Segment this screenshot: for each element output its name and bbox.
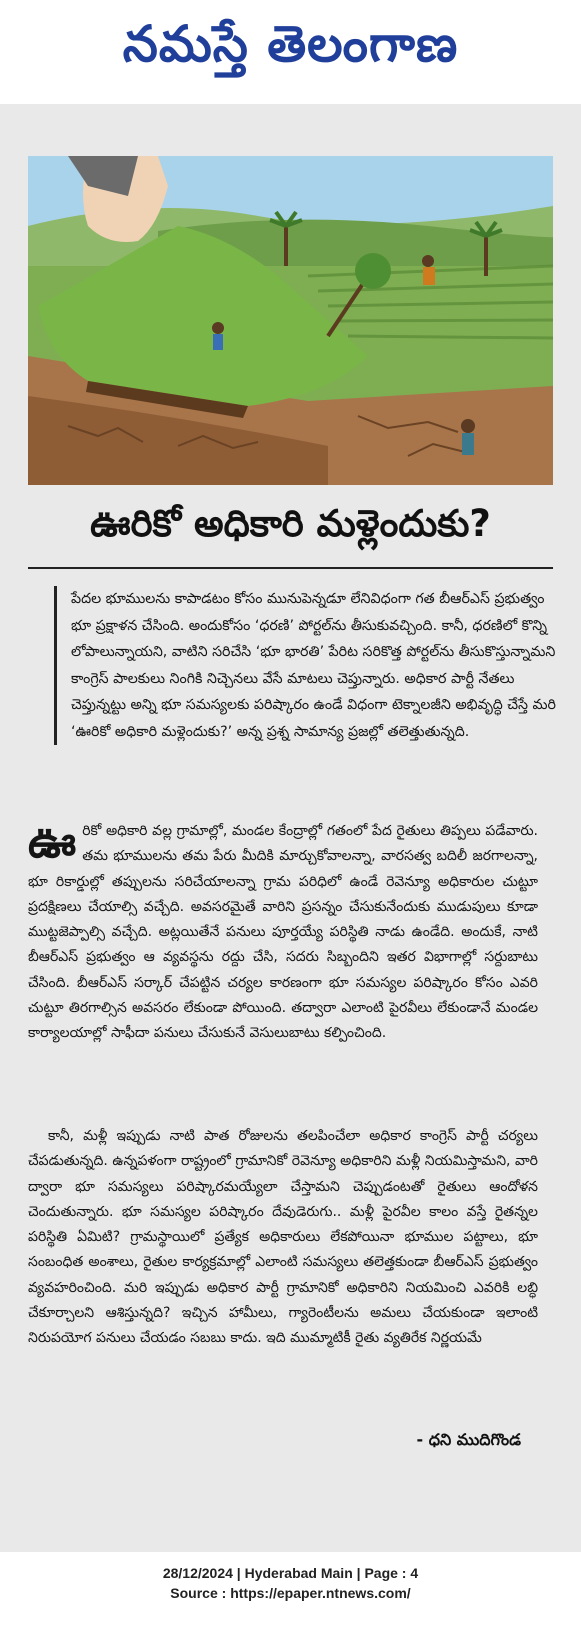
article-paragraph-2: కానీ, మళ్లీ ఇప్పుడు నాటి పాత రోజులను తలపించేలా అధికార కాంగ్రెస్ పార్టీ చర్యలు చేపడుతున్నది. ఉన్నపళంగా రాష్ట్రంలో గ్రామానికో రెవెన్యూ అధికారిని మళ్లీ నియమిస్తామని, వారి ద్వారా భూ సమస్యలు పరిష్కారమయ్యేలా చేస్తామని చెప్పుడంటతో రైతులు ఆందోళన చెందుతున్నారు. భూ సమస్యల పరిష్కారం దేవుడెరుగు.. మళ్లీ పైరవీల కాలం వస్తే రైతన్నల పరిస్థితి ఏమిటి? గ్రామస్థాయిలో ప్రత్యేక అధికారులు లేకపోయినా భూముల పట్టాలు, భూ సంబంధిత అంశాలు, రైతుల కార్యక్రమాల్లో ఎలాంటి సమస్యలు తలెత్తకుండా బీఆర్ఎస్ ప్రభుత్వం వ్యవహరించింది. మరి ఇప్పుడు అధికార పార్టీ గ్రామానికో అధికారిని నియమించి ఎవరికి లబ్ధి చేకూర్చాలని ఆశిస్తున్నది? ఇచ్చిన హామీలు, గ్యారెంటీలను అమలు చేయకుండా ఇలాంటి నిరుపయోగ పనులు చేయడం సబబు కాదు. ఇది ముమ్మాటికీ రైతు వ్యతిరేక నిర్ణయమే [28, 1128, 538, 1347]
footer-edition-line: 28/12/2024 | Hyderabad Main | Page : 4 [162, 1565, 419, 1581]
article-intro: పేదల భూములను కాపాడటం కోసం మునుపెన్నడూ లేనివిధంగా గత బీఆర్ఎస్ ప్రభుత్వం భూ ప్రక్షాళన చేసింది. అందుకోసం ‘ధరణి’ పోర్టల్‌ను తీసుకువచ్చింది. కానీ, ధరణిలో కొన్ని లోపాలున్నాయని, వాటిని సరిచేసి ‘భూ భారతి’ పేరిట సరికొత్త పోర్టల్‌ను తీసుకొస్తున్నామని కాంగ్రెస్ పాలకులు నింగికి నిచ్చెనలు వేసే మాటలు చెప్తున్నారు. అధికార పార్టీ నేతలు చెప్తున్నట్టు అన్ని భూ సమస్యలకు పరిష్కారం ఉండే విధంగా టెక్నాలజీని అభివృద్ధి చేస్తే మరి ‘ఊరికో అధికారి మళ్లెందుకు?’ అన్న ప్రశ్న సామాన్య ప్రజల్లో తలెత్తుతున్నది. [54, 586, 557, 745]
article-paragraph-1 [28, 819, 538, 1047]
article-headline: ఊరికో అధికారి మళ్లెందుకు? [90, 502, 491, 545]
masthead [0, 0, 581, 100]
article-card [0, 104, 581, 1552]
footer-source-line: Source : https://epaper.ntnews.com/ [170, 1585, 411, 1601]
article-illustration [28, 156, 553, 485]
paragraph-1-text: రికో అధికారి వల్ల గ్రామాల్లో, మండల కేంద్రాల్లో గతంలో పేద రైతులు తిప్పలు పడేవారు. తమ భూములను తమ పేరు మీదికి మార్చుకోవాలన్నా, వారసత్వ బదిలీ జరగాలన్నా, భూ రికార్డుల్లో తప్పులను సరిచేయాలన్నా గ్రామ పరిధిలో ఉండే రెవెన్యూ అధికారుల చుట్టూ ప్రదక్షిణలు చేయాల్సి వచ్చేది. అవసరమైతే వారిని ప్రసన్నం చేసుకునేందుకు ముడుపులు కూడా ముట్టజెప్పాల్సి వచ్చేది. అట్లయితేనే పనులు పూర్తయ్యే పరిస్థితి నాడు ఉండేది. అందుకే, నాటి బీఆర్ఎస్ ప్రభుత్వం ఆ వ్యవస్థను రద్దు చేసి, సదరు సిబ్బందిని ఇతర విభాగాల్లో సర్దుబాటు చేసింది. బీఆర్ఎస్ సర్కార్ చేపట్టిన చర్యల కారణంగా భూ సమస్యల పరిష్కారం కోసం ఎవరి చుట్టూ తిరగాల్సిన అవసరం లేకుండా పోయింది. తద్వారా ఎలాంటి పైరవీలు లేకుండానే మండల కార్యాలయాల్లో సాఫీదా పనులు చేసుకునే వెసులుబాటు కల్పించింది. [28, 823, 538, 1042]
headline-divider [28, 567, 553, 569]
newspaper-title: నమస్తే తెలంగాణ [122, 14, 459, 73]
article-byline: - ధని ముదిగొండ [416, 1430, 521, 1449]
page-footer [0, 1563, 581, 1603]
drop-cap: ఊ [28, 817, 77, 868]
